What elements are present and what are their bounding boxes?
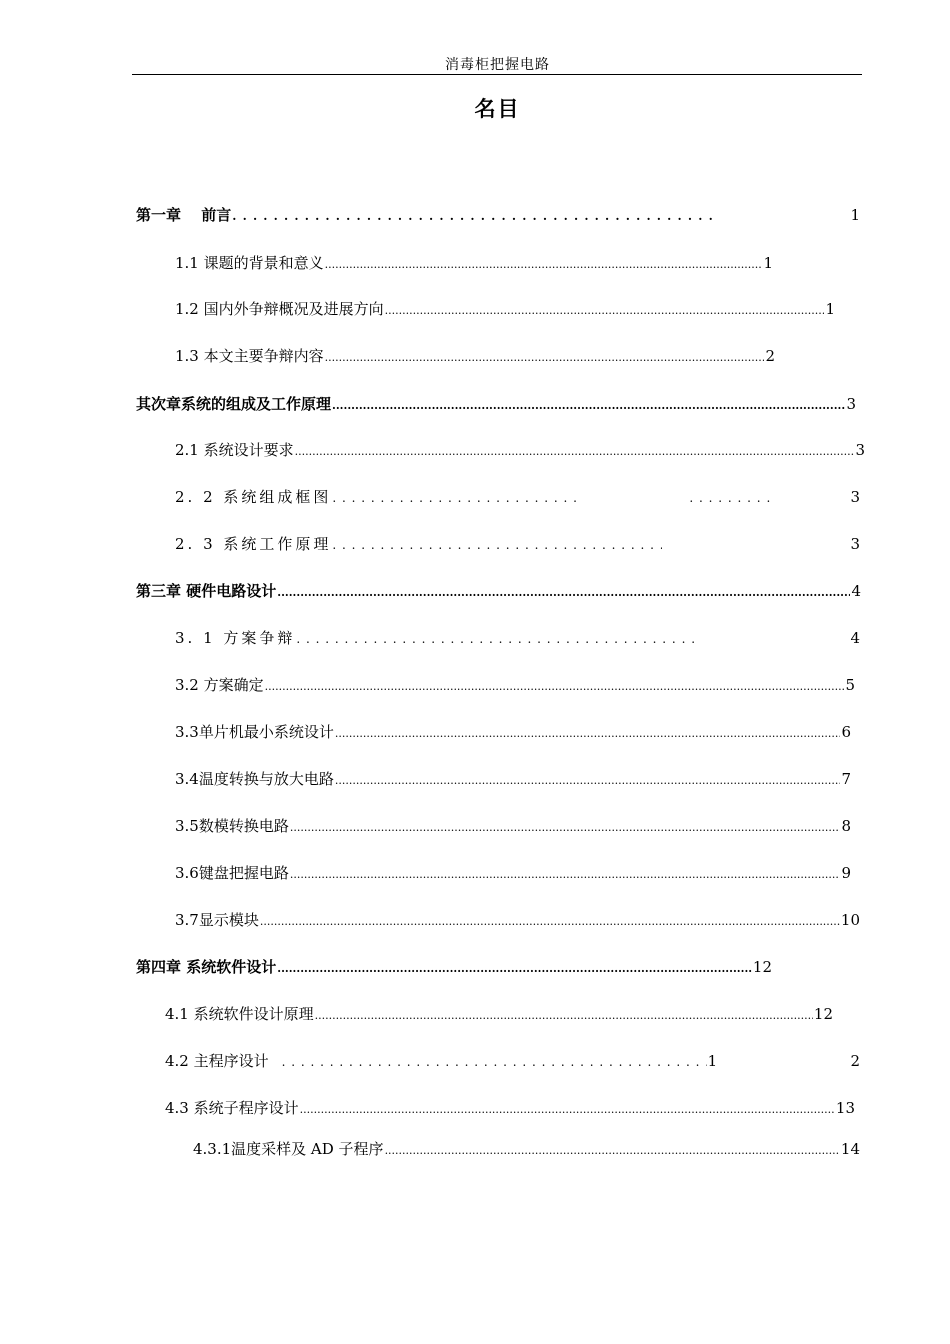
toc-page-number: 12	[752, 958, 772, 976]
toc-leader	[260, 911, 840, 929]
toc-leader	[277, 958, 752, 976]
toc-entry[interactable]	[165, 1097, 855, 1119]
toc-entry[interactable]	[175, 345, 775, 367]
toc-page-number: 1	[825, 300, 835, 318]
toc-leader	[332, 535, 662, 553]
toc-entry[interactable]	[136, 204, 860, 226]
toc-label: 第一章 前言	[136, 206, 232, 224]
toc-label: 3.5数模转换电路	[175, 817, 289, 835]
toc-label: 其次章系统的组成及工作原理	[136, 395, 332, 413]
toc-label: 1.2 国内外争辩概况及进展方向	[175, 300, 384, 318]
toc-label: 3.7显示模块	[175, 911, 259, 929]
toc-page-number: 14	[840, 1140, 860, 1158]
toc-leader	[325, 347, 765, 365]
toc-label: 1.3 本文主要争辩内容	[175, 347, 324, 365]
toc-leader	[335, 770, 841, 788]
toc-entry[interactable]	[165, 1003, 833, 1025]
toc-page-number: 12	[813, 1005, 833, 1023]
toc-leader	[290, 864, 841, 882]
toc-page-number: 3	[850, 535, 860, 553]
toc-leader	[296, 629, 701, 647]
toc-entry[interactable]	[175, 768, 851, 790]
toc-page-number: 2	[850, 1052, 860, 1070]
toc-entry[interactable]	[175, 862, 851, 884]
toc-label: 4.3 系统子程序设计	[165, 1099, 299, 1117]
toc-label: 3.4温度转换与放大电路	[175, 770, 334, 788]
toc-entry[interactable]	[175, 627, 860, 649]
toc-leader	[282, 1052, 707, 1070]
toc-label: 1.1 课题的背景和意义	[175, 254, 324, 272]
toc-entry[interactable]	[175, 486, 860, 508]
toc-leader	[385, 1140, 840, 1158]
toc-page-number: 10	[840, 911, 860, 929]
toc-entry[interactable]	[165, 1050, 860, 1072]
toc-label: 2. 3 系统工作原理	[175, 535, 332, 553]
toc-leader	[332, 488, 577, 506]
toc-entry[interactable]	[175, 533, 860, 555]
toc-page-number: 8	[841, 817, 851, 835]
toc-page-number: 1	[850, 206, 860, 224]
toc-leader	[300, 1099, 835, 1117]
toc-entry[interactable]	[175, 439, 865, 461]
toc-page-number: 1	[763, 254, 773, 272]
toc-leader	[332, 395, 845, 413]
toc-page-number: 1	[707, 1052, 718, 1070]
toc-page-number: 3	[846, 395, 856, 413]
toc-leader	[232, 206, 712, 224]
toc-page-number: 4	[850, 629, 860, 647]
toc-leader	[290, 817, 841, 835]
toc-leader	[325, 254, 763, 272]
toc-page-number: 3	[855, 441, 865, 459]
toc-entry[interactable]	[136, 393, 856, 415]
toc-label: 2.1 系统设计要求	[175, 441, 294, 459]
toc-label: 第四章 系统软件设计	[136, 958, 277, 976]
toc-page-number: 4	[851, 582, 861, 600]
toc-leader	[295, 441, 855, 459]
header-rule	[132, 74, 862, 75]
toc-entry[interactable]	[175, 909, 860, 931]
toc-leader	[277, 582, 850, 600]
toc-label: 4.2 主程序设计	[165, 1052, 269, 1070]
toc-page-number: 5	[845, 676, 855, 694]
running-header: 消毒柜把握电路	[445, 57, 550, 73]
toc-leader	[335, 723, 841, 741]
toc-entry[interactable]	[175, 298, 835, 320]
toc-label: 4.1 系统软件设计原理	[165, 1005, 314, 1023]
toc-entry[interactable]	[175, 252, 773, 274]
page-title: 名目	[474, 97, 521, 121]
toc-label: 4.3.1温度采样及 AD 子程序	[193, 1140, 384, 1158]
toc-entry[interactable]	[175, 721, 851, 743]
toc-label: 3.6键盘把握电路	[175, 864, 289, 882]
toc-label: 2. 2 系统组成框图	[175, 488, 332, 506]
toc-entry[interactable]	[193, 1138, 860, 1160]
toc-leader	[265, 676, 845, 694]
toc-entry[interactable]	[136, 580, 861, 602]
toc-entry[interactable]	[136, 956, 772, 978]
toc-entry[interactable]	[175, 815, 851, 837]
toc-label: 3. 1 方案争辩	[175, 629, 296, 647]
toc-page-number: 13	[835, 1099, 855, 1117]
toc-page-number: 3	[850, 488, 860, 506]
toc-label: 3.3单片机最小系统设计	[175, 723, 334, 741]
toc-leader	[689, 488, 774, 506]
toc-page-number: 9	[841, 864, 851, 882]
toc-page-number: 6	[841, 723, 851, 741]
toc-leader	[385, 300, 825, 318]
toc-page-number: 7	[841, 770, 851, 788]
toc-entry[interactable]	[175, 674, 855, 696]
toc-label: 第三章 硬件电路设计	[136, 582, 277, 600]
toc-leader	[315, 1005, 813, 1023]
toc-label: 3.2 方案确定	[175, 676, 264, 694]
toc-page-number: 2	[765, 347, 775, 365]
